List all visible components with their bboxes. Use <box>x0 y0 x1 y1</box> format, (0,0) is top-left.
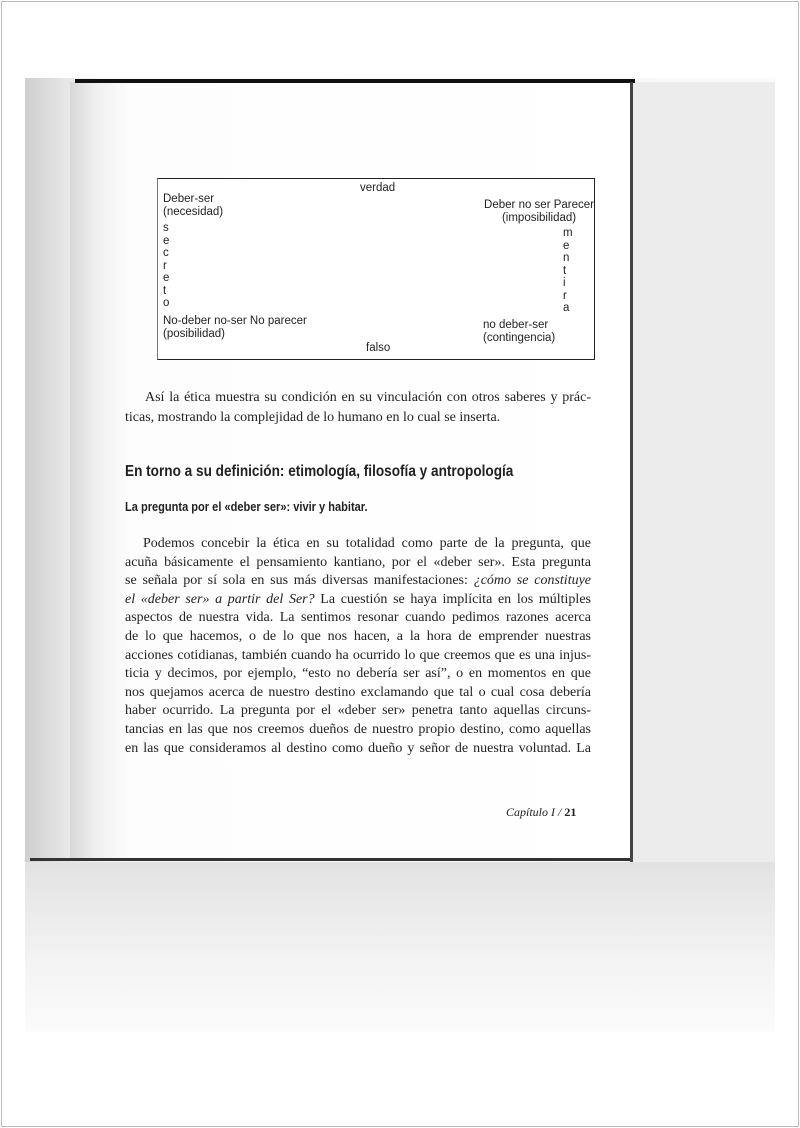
body-line: se señala por sí sola en sus más diversas manifestaciones: ¿cómo se constituye <box>125 573 592 589</box>
diagram-bottom-left: No-deber no-ser No parecer (posibilidad) <box>163 315 307 340</box>
diagram-letter: c <box>163 247 169 259</box>
scan-lower-area <box>25 862 775 1032</box>
diagram-letter: a <box>563 302 570 314</box>
body-line: ticia y decimos, por ejemplo, “esto no debería ser así”, o en momentos en que <box>125 666 591 682</box>
body-line: Podemos concebir la ética en su totalidad como parte de la pregunta, que <box>143 536 591 551</box>
diagram-top-left: Deber-ser (necesidad) <box>163 193 224 218</box>
diagram-top-label: verdad <box>360 182 396 194</box>
diagram-letter: r <box>163 259 167 272</box>
page-right-edge <box>630 82 633 862</box>
facing-page <box>633 82 775 862</box>
diagram-left-vertical <box>163 222 169 310</box>
diagram-top-right: Deber no ser Parecer (imposibilidad) <box>484 199 594 224</box>
diagram-right-vertical <box>563 227 573 315</box>
page-footer <box>506 805 576 820</box>
body-line: en las que consideramos al destino como dueño y señor de nuestra voluntad. La <box>125 740 591 756</box>
body-line: nos quejamos acerca de nuestro destino exclamando que tal o cual cosa debería <box>125 684 591 700</box>
diagram-letter: e <box>563 239 570 252</box>
diagram-bottom-label: falso <box>366 342 391 354</box>
body-line: el «deber ser» a partir del Ser? La cuestión se haya implícita en los múltiples <box>125 591 591 607</box>
body-line: aspectos de nuestra vida. La sentimos resonar cuando pedimos razones acerca <box>125 610 591 626</box>
page-number: 21 <box>564 805 577 819</box>
intro-line: ticas, mostrando la complejidad de lo humano en lo cual se inserta. <box>125 410 501 425</box>
body-line: de lo que hacemos, o de lo que nos hacen, a la hora de emprender nuestras <box>125 629 591 644</box>
diagram-letter: t <box>563 264 567 277</box>
section-heading: En torno a su definición: etimología, filosofía y antropología <box>125 463 514 480</box>
subsection-heading: La pregunta por el «deber ser»: vivir y habitar. <box>125 499 368 514</box>
diagram-bottom-right: no deber-ser (contingencia) <box>483 319 556 344</box>
diagram-letter: n <box>563 252 570 264</box>
body-line: haber ocurrido. La pregunta por el «deber ser» penetra tanto aquellas circuns- <box>125 703 591 719</box>
diagram-letter: o <box>163 297 170 309</box>
diagram-letter: s <box>163 222 169 234</box>
chapter-label: Capítulo I / <box>506 805 562 819</box>
page-bottom-edge <box>30 858 630 861</box>
diagram-letter: r <box>563 289 567 302</box>
semiotic-square-diagram <box>157 178 595 360</box>
body-line: acuña básicamente el pensamiento kantiano, por el «deber ser». Esta pregunta <box>125 554 591 570</box>
intro-line: Así la ética muestra su condición en su vinculación con otros saberes y prác- <box>145 390 591 405</box>
body-line: acciones cotidianas, también cuando ha ocurrido lo que creemos que es una injus- <box>125 647 591 663</box>
diagram-letter: t <box>163 284 167 297</box>
diagram-letter: i <box>563 277 566 289</box>
diagram-letter: e <box>163 272 170 284</box>
page-top-edge <box>75 79 635 83</box>
diagram-letter: m <box>563 227 573 239</box>
diagram-letter: e <box>163 234 170 247</box>
body-line: tancias en las que nos creemos dueños de nuestro propio destino, como aquellas <box>125 722 591 737</box>
